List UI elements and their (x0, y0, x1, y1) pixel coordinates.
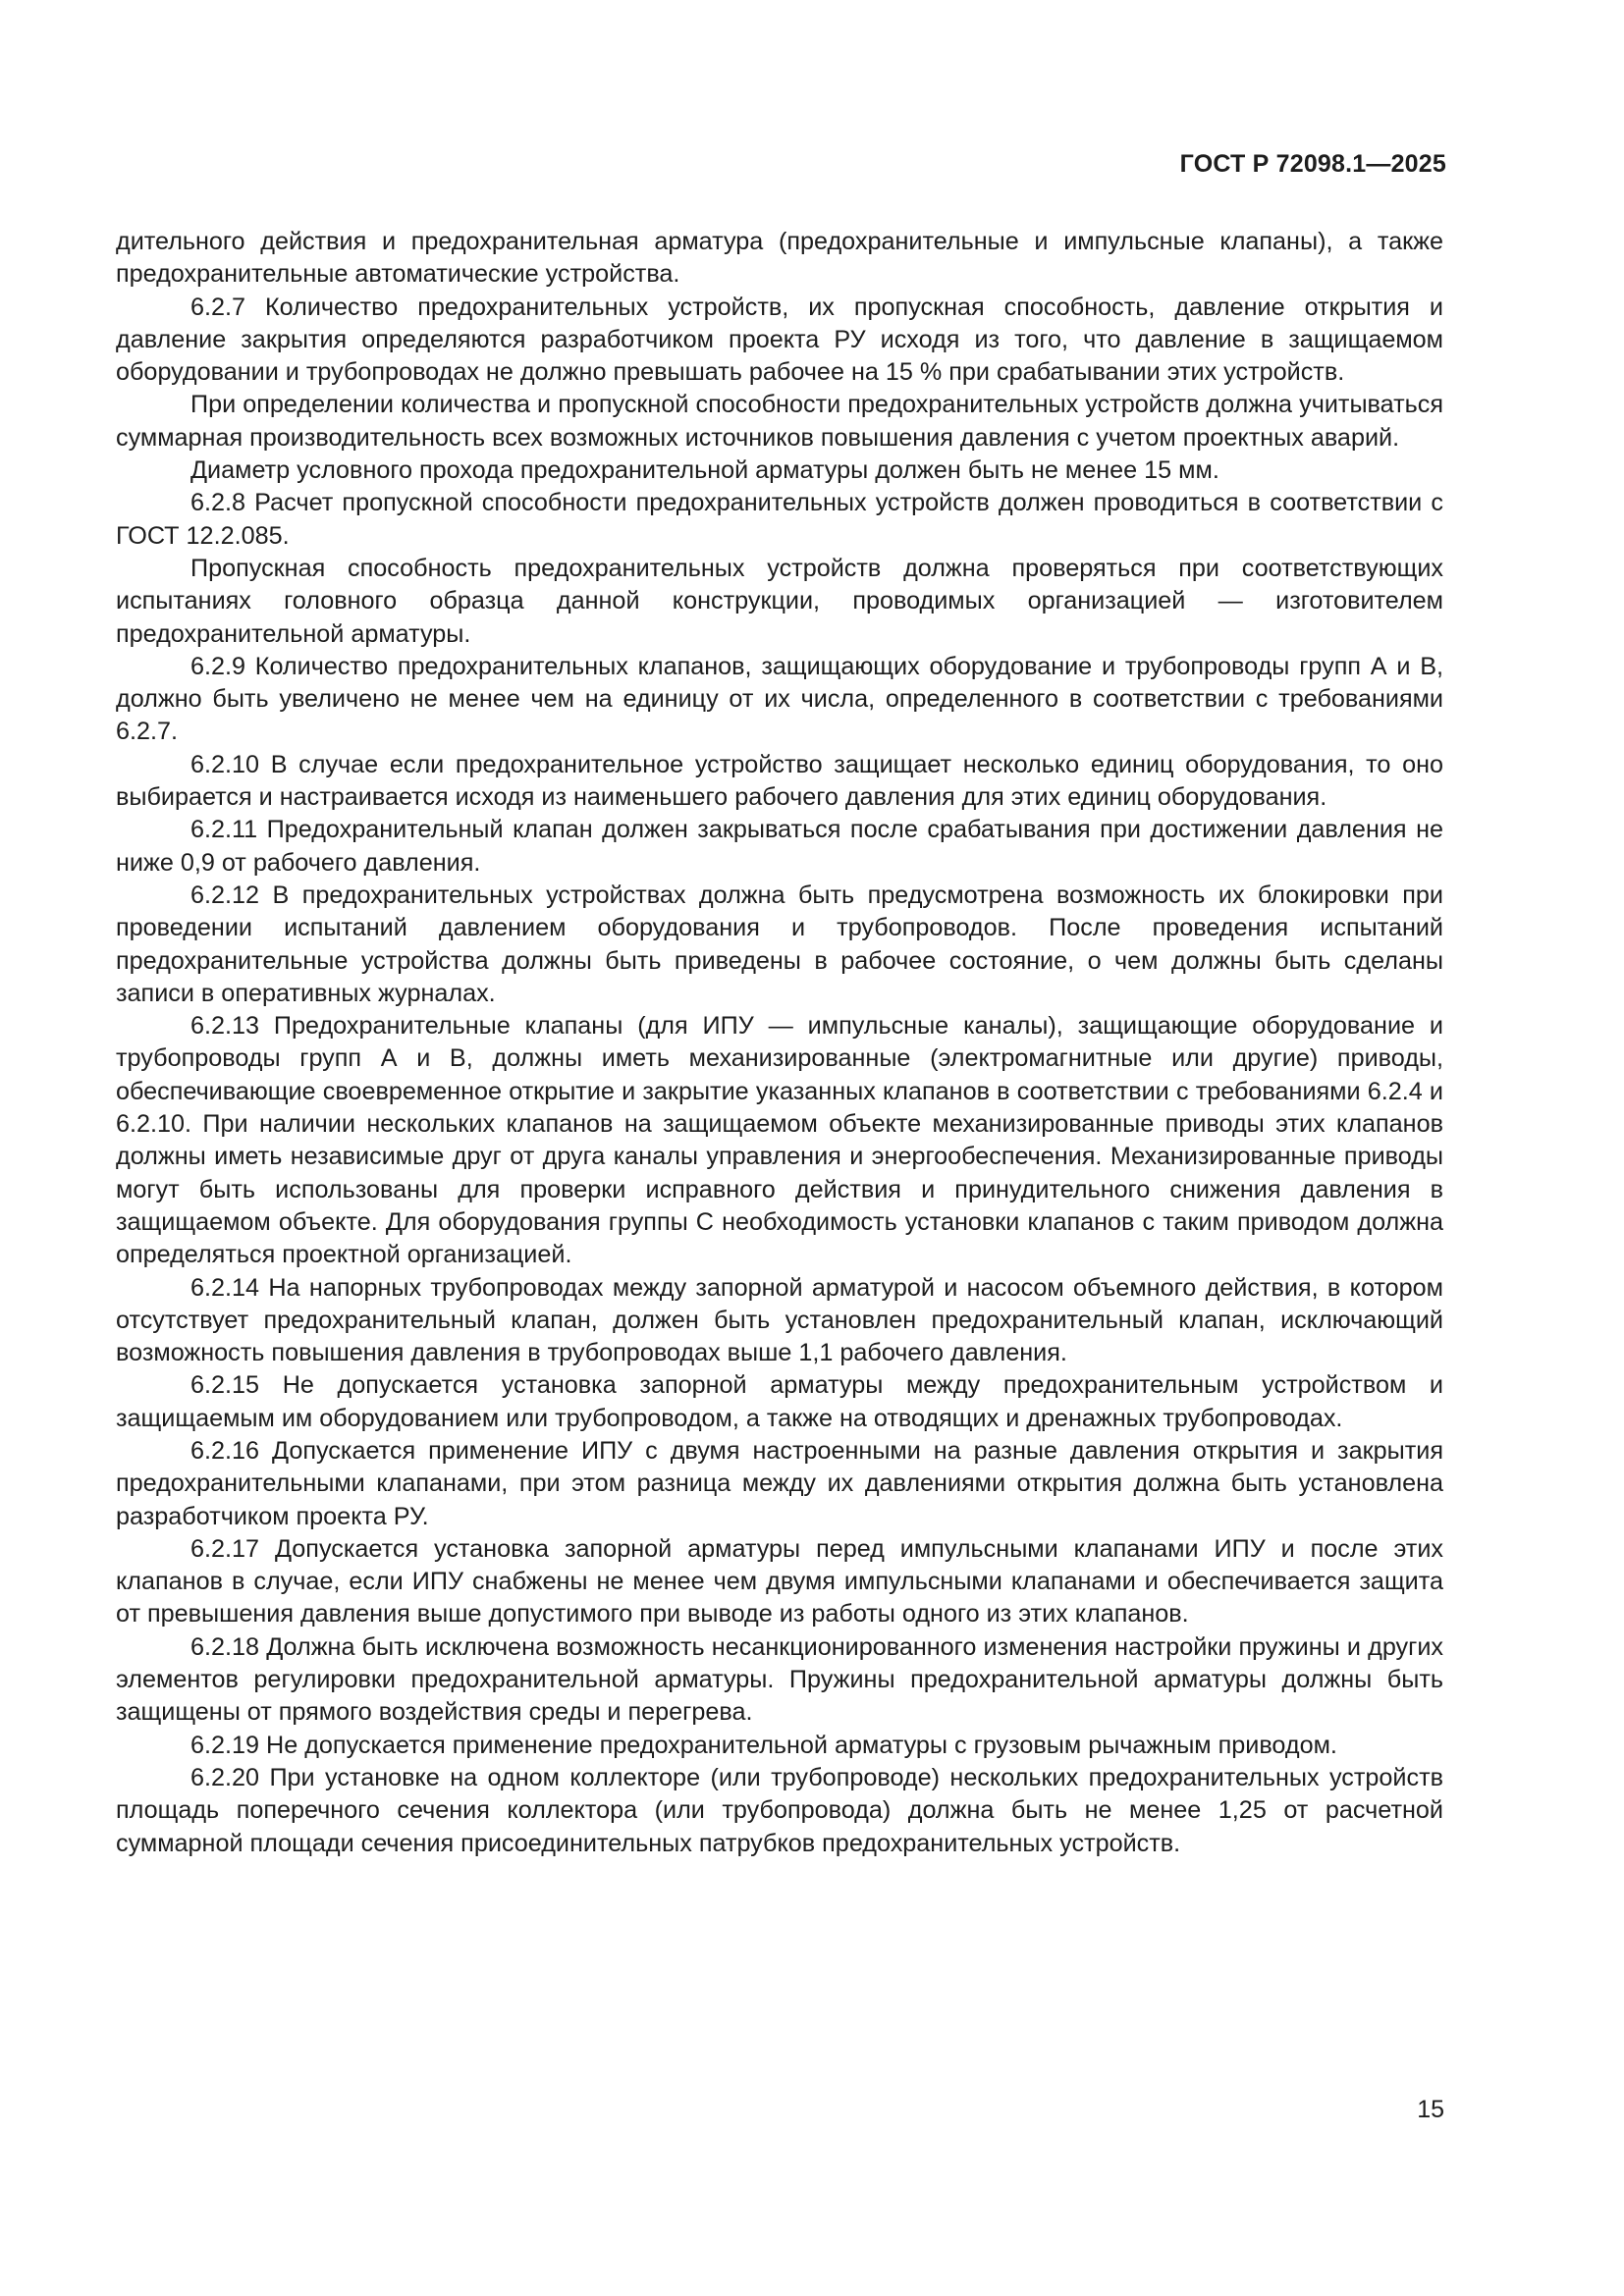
paragraph-6-2-7-diameter: Диаметр условного прохода предохранительной арматуры должен быть не менее 15 мм. (190, 456, 1219, 485)
document-body (116, 226, 1443, 1860)
paragraph-6-2-17: 6.2.17 Допускается установка запорной арматуры перед импульсными клапанами ИПУ и после этих клапанов в случае, если ИПУ снабжены не менее чем двумя импульсными клапанами и обеспечивается защита от превышения давления выше допустимого при выводе из работы одного из этих клапанов. (116, 1534, 1443, 1629)
paragraph-6-2-16: 6.2.16 Допускается применение ИПУ с двумя настроенными на разные давления открытия и закрытия предохранительными клапанами, при этом разница между их давлениями открытия должна быть установлена разработчиком проекта РУ. (116, 1436, 1443, 1530)
paragraph-continuation: дительного действия и предохранительная арматура (предохранительные и импульсные клапаны), а также предохранительные автоматические устройства. (116, 228, 1443, 289)
paragraph-6-2-15: 6.2.15 Не допускается установка запорной арматуры между предохранительным устройством и защищаемым им оборудованием или трубопроводом, а также на отводящих и дренажных трубопроводах. (116, 1371, 1443, 1432)
paragraph-6-2-8-testing: Пропускная способность предохранительных устройств должна проверяться при соответствующих испытаниях головного образца данной конструкции, проводимых организацией — изготовителем предохранительной арматуры. (116, 554, 1443, 648)
paragraph-6-2-19: 6.2.19 Не допускается применение предохранительной арматуры с грузовым рычажным приводом. (190, 1731, 1337, 1759)
paragraph-6-2-8: 6.2.8 Расчет пропускной способности предохранительных устройств должен проводиться в соответствии с ГОСТ 12.2.085. (116, 489, 1443, 550)
paragraph-6-2-20: 6.2.20 При установке на одном коллекторе (или трубопроводе) нескольких предохранительных устройств площадь поперечного сечения коллектора (или трубопровода) должна быть не менее 1,25 от расчетной суммарной площади сечения присоединительных патрубков предохранительных устройств. (116, 1763, 1443, 1857)
paragraph-6-2-12: 6.2.12 В предохранительных устройствах должна быть предусмотрена возможность их блокировки при проведении испытаний давлением оборудования и трубопроводов. После проведения испытаний предохранительные устройства должны быть приведены в рабочее состояние, о чем должны быть сделаны записи в оперативных журналах. (116, 881, 1443, 1007)
paragraph-6-2-18: 6.2.18 Должна быть исключена возможность несанкционированного изменения настройки пружины и других элементов регулировки предохранительной арматуры. Пружины предохранительной арматуры должны быть защищены от прямого воздействия среды и перегрева. (116, 1632, 1443, 1727)
document-header: ГОСТ Р 72098.1—2025 (1179, 150, 1446, 178)
paragraph-6-2-13: 6.2.13 Предохранительные клапаны (для ИПУ — импульсные каналы), защищающие оборудование и трубопроводы групп А и В, должны иметь механизированные (электромагнитные или другие) приводы, обеспечивающие своевременное открытие и закрытие указанных клапанов в соответствии с требованиями 6.2.4 и 6.2.10. При наличии нескольких клапанов на защищаемом объекте механизированные приводы этих клапанов должны иметь независимые друг от друга каналы управления и энергообеспечения. Механизированные приводы могут быть использованы для проверки исправного действия и принудительного снижения давления в защищаемом объекте. Для оборудования группы С необходимость установки клапанов с таким приводом должна определяться проектной организацией. (116, 1012, 1443, 1269)
paragraph-6-2-9: 6.2.9 Количество предохранительных клапанов, защищающих оборудование и трубопроводы групп А и В, должно быть увеличено не менее чем на единицу от их числа, определенного в соответствии с требованиями 6.2.7. (116, 652, 1443, 746)
paragraph-6-2-11: 6.2.11 Предохранительный клапан должен закрываться после срабатывания при достижении давления не ниже 0,9 от рабочего давления. (116, 816, 1443, 877)
paragraph-6-2-10: 6.2.10 В случае если предохранительное устройство защищает несколько единиц оборудования, то оно выбирается и настраивается исходя из наименьшего рабочего давления для этих единиц оборудования. (116, 750, 1443, 812)
paragraph-6-2-7-capacity: При определении количества и пропускной способности предохранительных устройств должна учитываться суммарная производительность всех возможных источников повышения давления с учетом проектных аварий. (116, 391, 1443, 452)
paragraph-6-2-7: 6.2.7 Количество предохранительных устройств, их пропускная способность, давление открытия и давление закрытия определяются разработчиком проекта РУ исходя из того, что давление в защищаемом оборудовании и трубопроводах не должно превышать рабочее на 15 % при срабатывании этих устройств. (116, 293, 1443, 387)
paragraph-6-2-14: 6.2.14 На напорных трубопроводах между запорной арматурой и насосом объемного действия, в котором отсутствует предохранительный клапан, должен быть установлен предохранительный клапан, исключающий возможность повышения давления в трубопроводах выше 1,1 рабочего давления. (116, 1273, 1443, 1367)
page-number: 15 (1417, 2096, 1444, 2123)
